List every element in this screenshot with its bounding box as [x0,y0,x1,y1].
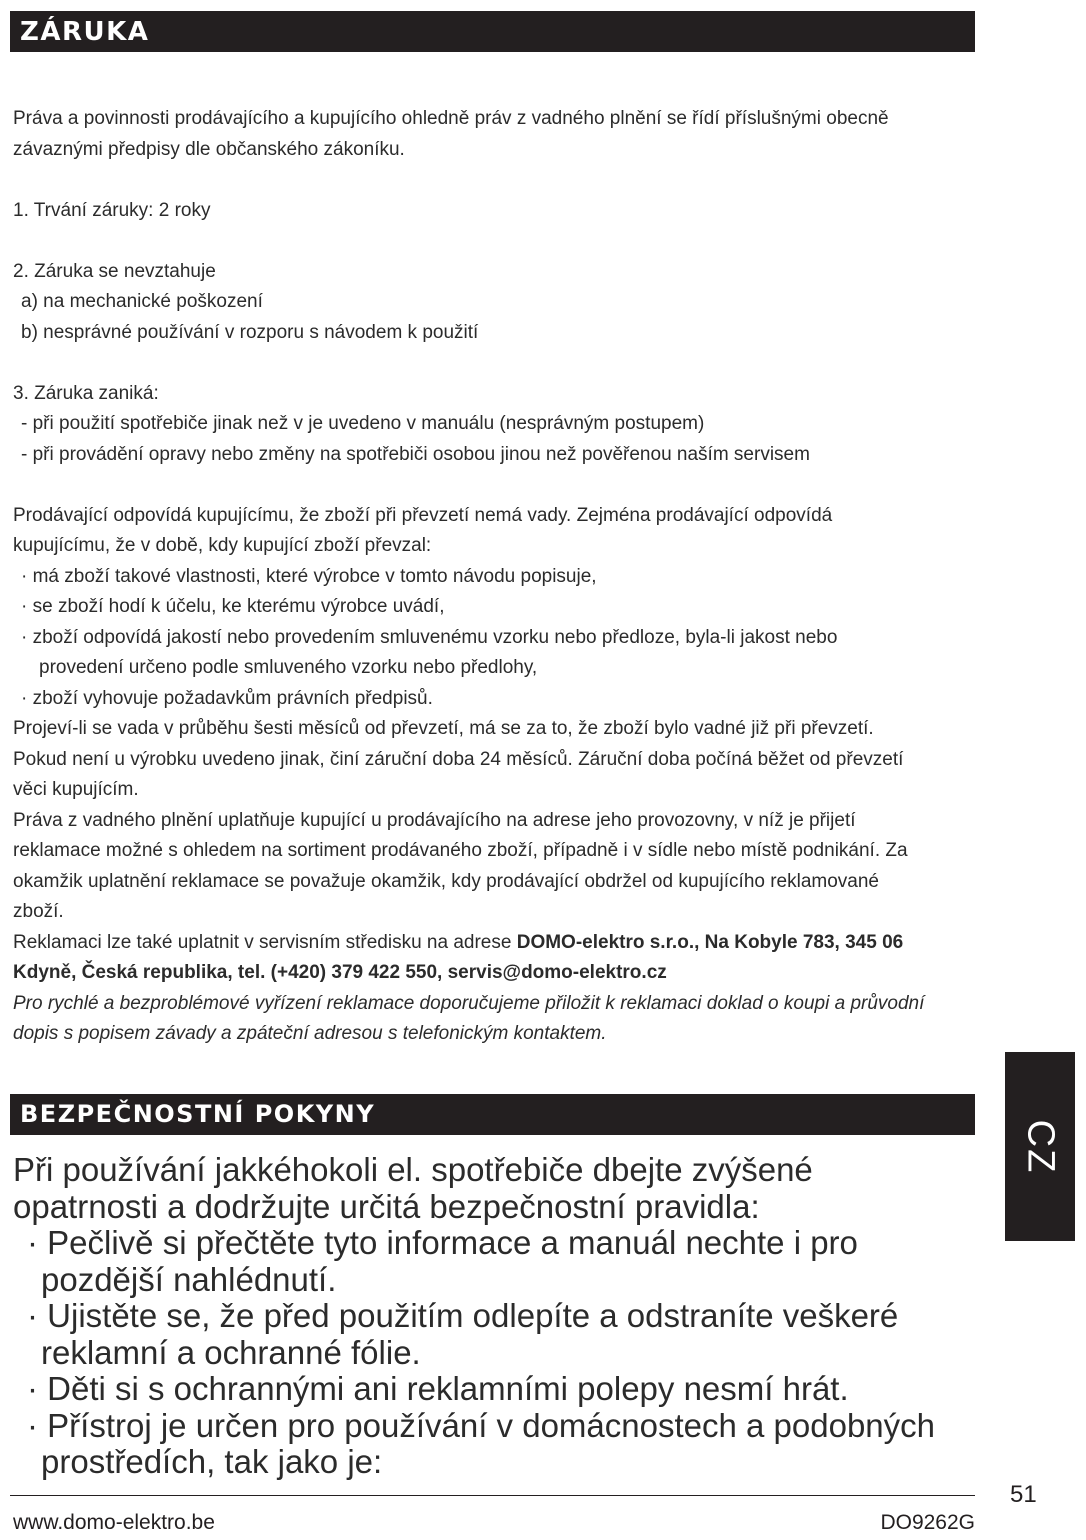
paragraph-line: Práva z vadného plnění uplatňuje kupující u prodávajícího na adrese jeho provozovny, v níž je přijetí [13,809,856,831]
safety-line: Při používání jakkéhokoli el. spotřebiče dbejte zvýšené [13,1151,813,1188]
footer-divider [10,1495,975,1496]
warranty-item-2-title: 2. Záruka se nevztahuje [13,260,216,282]
bullet-item: · zboží vyhovuje požadavkům právních předpisů. [21,687,433,709]
bullet-item: · se zboží hodí k účelu, ke kterému výrobce uvádí, [21,596,445,617]
intro-line: závaznými předpisy dle občanského zákoníku. [13,138,405,160]
safety-bullet: · Pečlivě si přečtěte tyto informace a manuál nechte i pro [27,1224,858,1261]
safety-header-bar [10,1094,975,1135]
service-line [13,928,983,959]
page-number: 51 [1010,1481,1037,1508]
footer-url: www.domo-elektro.be [13,1511,215,1534]
paragraph-line: Pokud není u výrobku uvedeno jinak, činí záruční doba 24 měsíců. Záruční doba počíná běžet od převzetí [13,748,904,770]
warranty-title: ZÁRUKA [20,17,150,47]
safety-body [13,1152,935,1481]
bullet-continuation: provedení určeno podle smluveného vzorku nebo předlohy, [39,657,538,678]
seller-line: kupujícímu, že v době, kdy kupující zboží převzal: [13,535,432,556]
note-line: Pro rychlé a bezproblémové vyřízení reklamace doporučujeme přiložit k reklamaci doklad o koupi a průvodní [13,992,925,1014]
paragraph-line: věci kupujícím. [13,779,139,800]
service-address: DOMO-elektro s.r.o., Na Kobyle 783, 345 06 [516,931,904,953]
safety-bullet-continuation: reklamní a ochranné fólie. [41,1333,421,1371]
bullet-item: · zboží odpovídá jakostí nebo provedením smluvenému vzorku nebo předloze, byla-li jakost nebo [21,626,838,648]
safety-title: BEZPEČNOSTNÍ POKYNY [20,1100,376,1128]
safety-bullet: · Přístroj je určen pro používání v domácnostech a podobných [27,1406,935,1444]
paragraph-line: Projeví-li se vada v průběhu šesti měsíců od převzetí, má se za to, že zboží bylo vadné již při převzetí. [13,718,874,739]
bullet-item: · má zboží takové vlastnosti, které výrobce v tomto návodu popisuje, [21,565,597,587]
warranty-body [13,104,983,1050]
intro-line: Práva a povinnosti prodávajícího a kupujícího ohledně práv z vadného plnění se řídí příslušnými obecně [13,108,889,129]
note-line: dopis s popisem závady a zpáteční adresou s telefonickým kontaktem. [13,1023,607,1044]
paragraph-line: okamžik uplatnění reklamace se považuje okamžik, kdy prodávající obdržel od kupujícího reklamované [13,870,880,892]
service-prefix: Reklamaci lze také uplatnit v servisním středisku na adrese [13,931,517,953]
language-code: CZ [1019,1119,1062,1174]
seller-line: Prodávající odpovídá kupujícímu, že zboží při převzetí nemá vady. Zejména prodávající odpovídá [13,504,833,526]
warranty-item-3a: - při použití spotřebiče jinak než v je uvedeno v manuálu (nesprávným postupem) [21,413,705,434]
warranty-item-1: 1. Trvání záruky: 2 roky [13,199,211,221]
warranty-header-bar [10,11,975,52]
safety-bullet: · Ujistěte se, že před použitím odlepíte a odstraníte veškeré [27,1297,899,1334]
safety-bullet-continuation: prostředích, tak jako je: [41,1443,383,1480]
safety-line: opatrnosti a dodržujte určitá bezpečnostní pravidla: [13,1187,760,1225]
safety-bullet: · Děti si s ochrannými ani reklamními polepy nesmí hrát. [27,1370,849,1407]
language-tab [1005,1052,1075,1241]
warranty-item-3-title: 3. Záruka zaniká: [13,382,159,404]
safety-bullet-continuation: pozdější nahlédnutí. [41,1260,337,1298]
warranty-item-2b: b) nesprávné používání v rozporu s návodem k použití [21,321,479,343]
paragraph-line: zboží. [13,901,64,922]
warranty-item-2a: a) na mechanické poškození [21,291,263,312]
footer-model: DO9262G [880,1511,975,1534]
service-contact: Kdyně, Česká republika, tel. (+420) 379 422 550, servis@domo-elektro.cz [13,962,667,983]
warranty-item-3b: - při provádění opravy nebo změny na spotřebiči osobou jinou než pověřenou naším servisem [21,443,810,465]
paragraph-line: reklamace možné s ohledem na sortiment prodávaného zboží, případně i v sídle nebo místě podnikání. Za [13,840,908,861]
